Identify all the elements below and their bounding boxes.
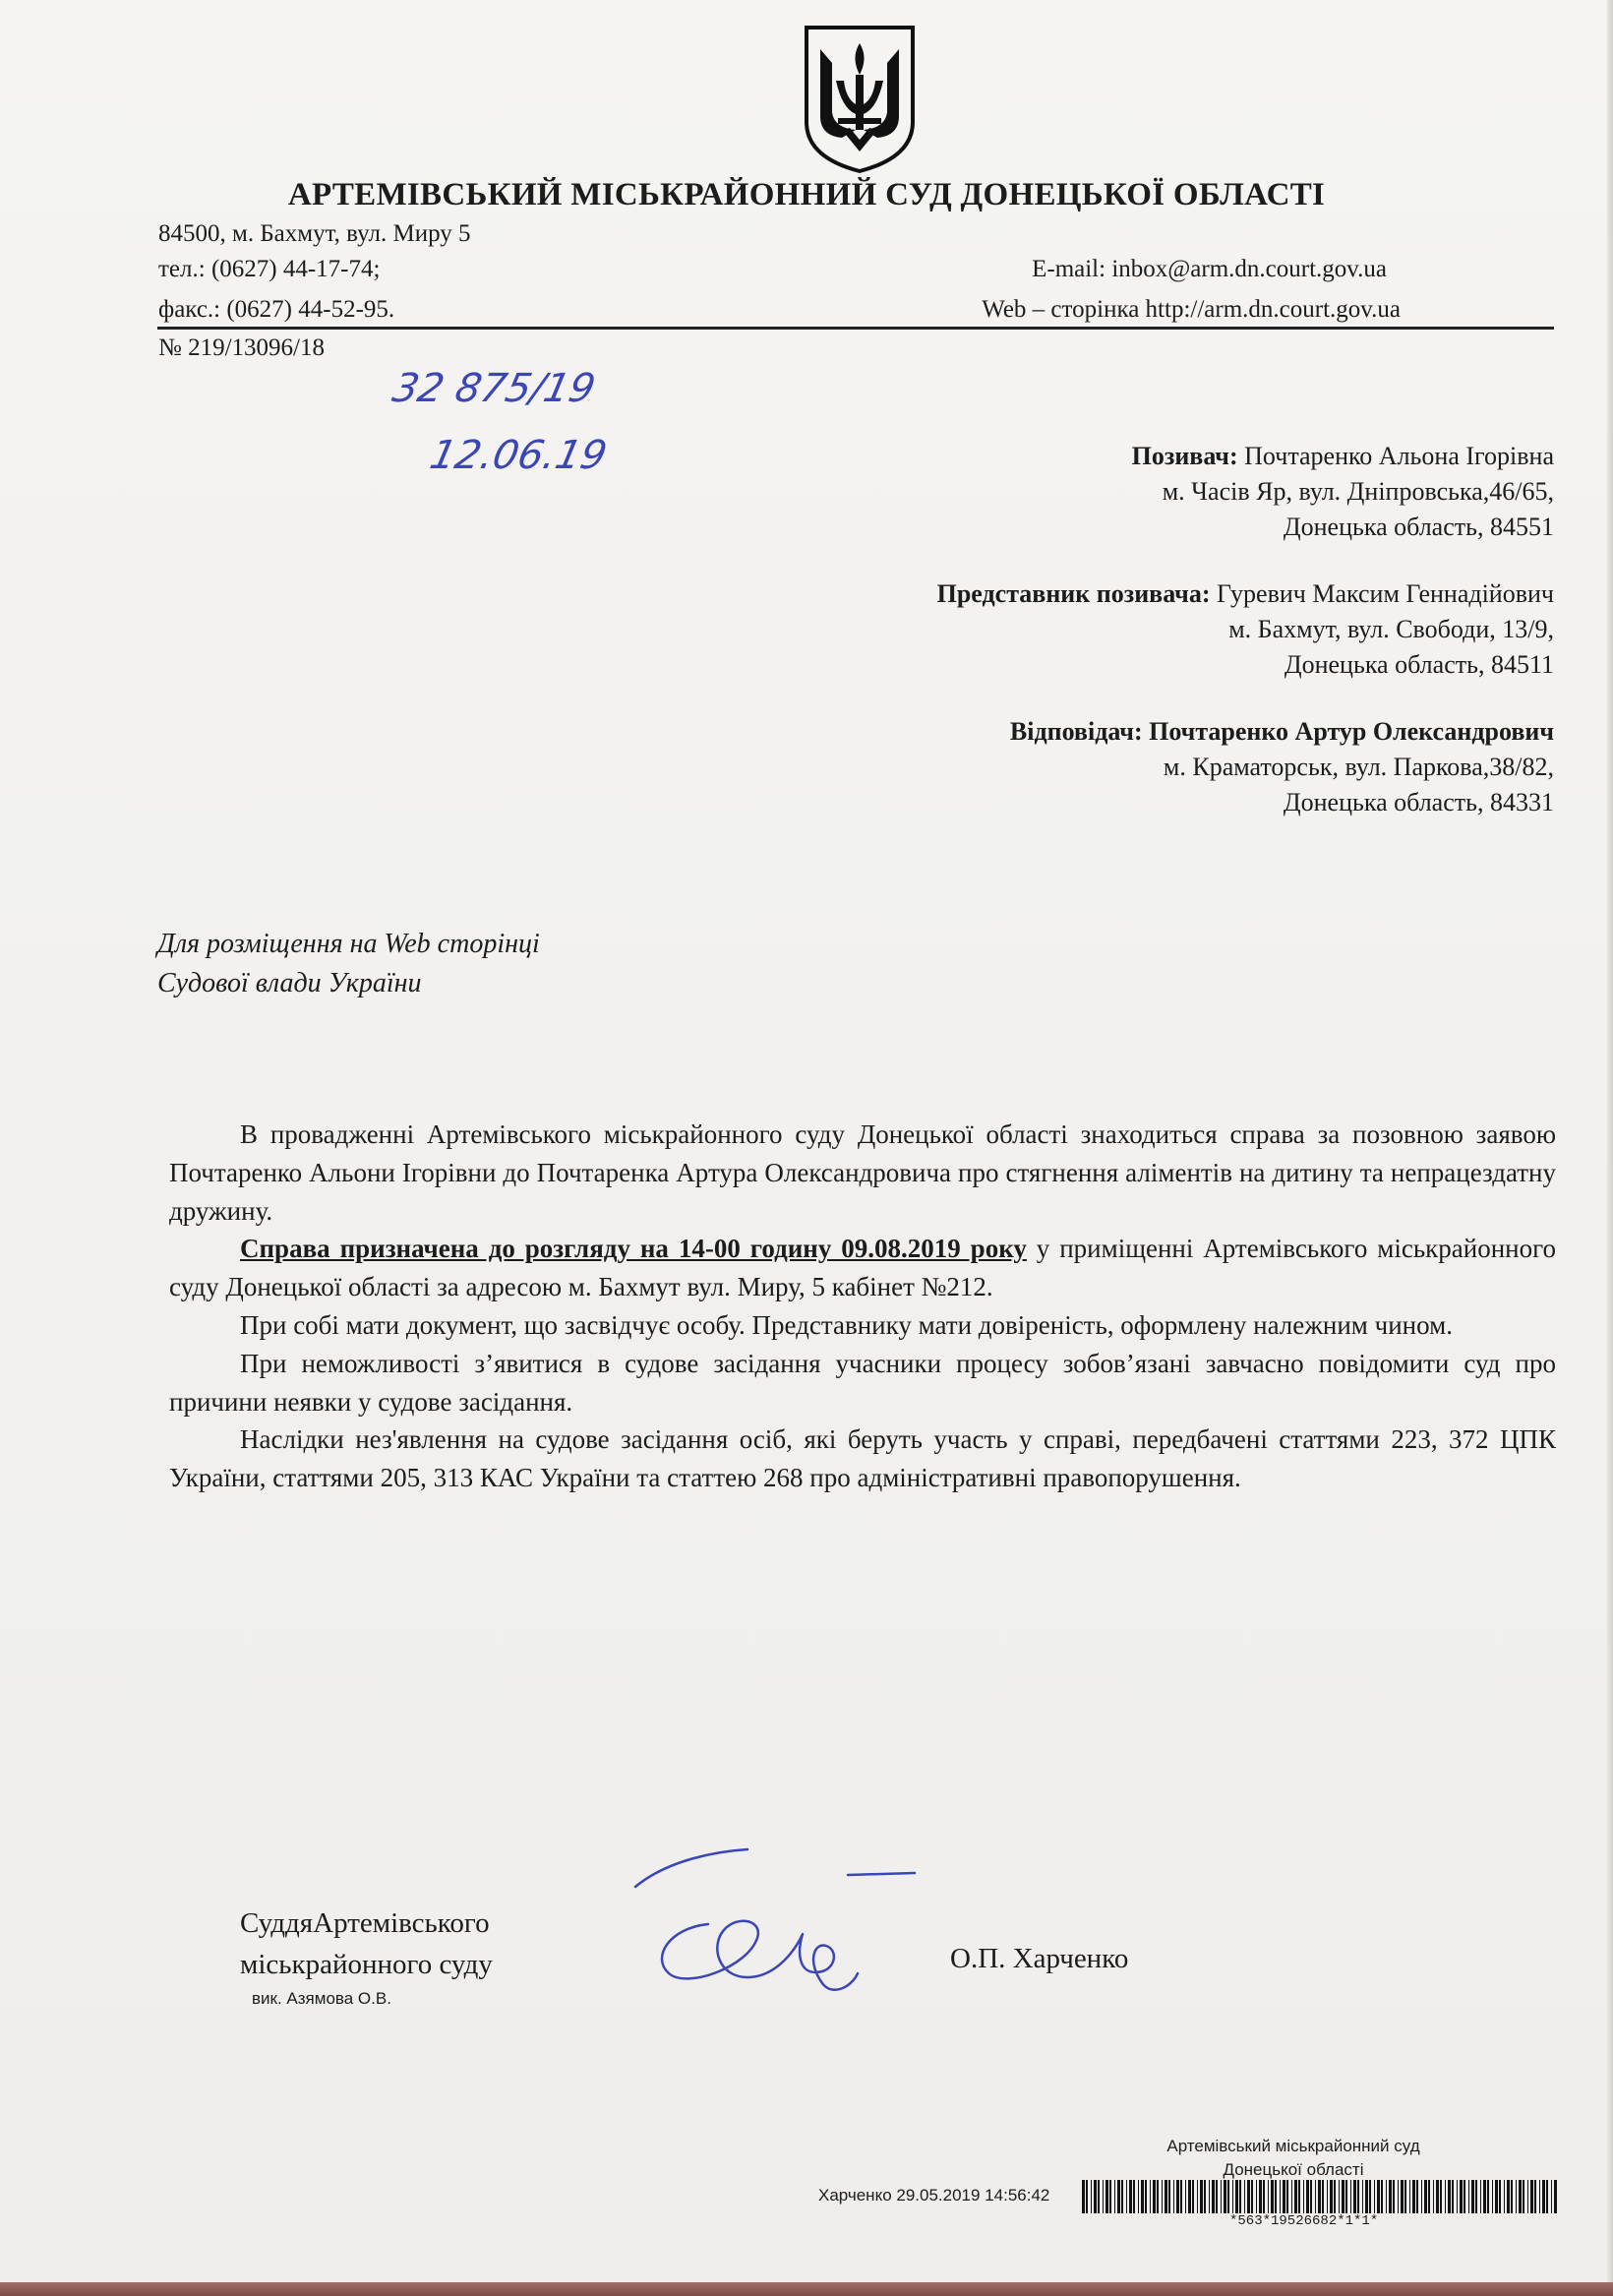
barcode-bar <box>1232 2180 1233 2213</box>
barcode-bar <box>1452 2180 1454 2213</box>
barcode-bar <box>1350 2180 1351 2213</box>
paper-edge-bottom <box>0 2282 1613 2296</box>
representative-label: Представник позивача: <box>936 579 1211 608</box>
barcode-bar <box>1280 2180 1281 2213</box>
barcode-bar <box>1507 2180 1510 2213</box>
executor-note: вик. Азямова О.В. <box>252 1989 391 2008</box>
barcode-bar <box>1334 2180 1336 2213</box>
barcode-bar <box>1185 2180 1186 2213</box>
barcode-bar <box>1460 2180 1463 2213</box>
barcode-bar <box>1086 2180 1088 2213</box>
handwritten-signature-icon <box>629 1840 944 2007</box>
barcode-bar <box>1188 2180 1191 2213</box>
stamp-court-line2: Донецької області <box>1223 2160 1364 2179</box>
barcode-bar <box>1468 2180 1469 2213</box>
hearing-location: у приміщенні Артемівського міськрайонного суду Донецької області за адресою м. Бахмут вул. Миру, 5 кабінет №212. <box>169 1234 1556 1302</box>
barcode-bar <box>1433 2180 1434 2213</box>
barcode-bar <box>1165 2180 1167 2213</box>
barcode-bar <box>1283 2180 1285 2213</box>
barcode-bar <box>1393 2180 1395 2213</box>
barcode-bar <box>1091 2180 1092 2213</box>
barcode-bar <box>1401 2180 1404 2213</box>
barcode-bar <box>1153 2180 1156 2213</box>
barcode-bar <box>1342 2180 1344 2213</box>
barcode-bar <box>1398 2180 1399 2213</box>
barcode-bar <box>1176 2180 1179 2213</box>
barcode-bar <box>1322 2180 1324 2213</box>
barcode-bar <box>1495 2180 1498 2213</box>
barcode-bar <box>1504 2180 1505 2213</box>
barcode-bar <box>1209 2180 1210 2213</box>
header-divider <box>157 327 1554 330</box>
barcode-bar <box>1173 2180 1174 2213</box>
notice-body <box>169 1116 1556 1497</box>
barcode-bar <box>1259 2180 1262 2213</box>
court-email: E-mail: inbox@arm.dn.court.gov.ua <box>1032 256 1387 282</box>
paper-edge-right <box>1607 0 1613 2282</box>
barcode-bar <box>1519 2180 1522 2213</box>
hearing-date-emphasis: Справа призначена до розгляду на 14-00 годину 09.08.2019 року <box>240 1234 1027 1264</box>
barcode-bar <box>1244 2180 1245 2213</box>
barcode-bar <box>1440 2180 1442 2213</box>
representative-block <box>937 576 1554 683</box>
barcode-bar <box>1291 2180 1292 2213</box>
barcode-bar <box>1306 2180 1309 2213</box>
barcode-bar <box>1527 2180 1528 2213</box>
barcode-bar <box>1200 2180 1203 2213</box>
barcode-bar <box>1216 2180 1218 2213</box>
barcode-bar <box>1318 2180 1321 2213</box>
barcode-bar <box>1369 2180 1371 2213</box>
defendant-name: Почтаренко Артур Олександрович <box>1149 717 1554 746</box>
barcode-bar <box>1457 2180 1458 2213</box>
representative-address-line2: Донецька область, 84511 <box>1284 650 1554 679</box>
barcode-bar <box>1103 2180 1104 2213</box>
barcode-bar <box>1275 2180 1277 2213</box>
barcode-bar <box>1268 2180 1269 2213</box>
barcode-bar <box>1534 2180 1536 2213</box>
barcode-bar <box>1487 2180 1489 2213</box>
barcode-bar <box>1480 2180 1481 2213</box>
representative-address-line1: м. Бахмут, вул. Свободи, 13/9, <box>1228 615 1554 643</box>
court-fax: факс.: (0627) 44-52-95. <box>158 296 395 323</box>
barcode-bar <box>1471 2180 1474 2213</box>
barcode-bar <box>1109 2180 1111 2213</box>
barcode-bar <box>1168 2180 1170 2213</box>
defendant-label: Відповідач: <box>1009 717 1143 746</box>
barcode-bar <box>1546 2180 1548 2213</box>
barcode-bar <box>1239 2180 1241 2213</box>
judge-position-line1: СуддяАртемівського <box>240 1907 490 1939</box>
barcode-bar <box>1126 2180 1127 2213</box>
barcode-bar <box>1150 2180 1151 2213</box>
representative-name: Гуревич Максим Геннадійович <box>1217 579 1554 608</box>
barcode-bar <box>1251 2180 1253 2213</box>
barcode-bar <box>1286 2180 1288 2213</box>
court-phone: тел.: (0627) 44-17-74; <box>158 256 381 282</box>
barcode-bar <box>1310 2180 1312 2213</box>
barcode-bar <box>1227 2180 1229 2213</box>
web-publication-note <box>157 925 540 1003</box>
barcode-bar <box>1105 2180 1108 2213</box>
barcode-bar <box>1117 2180 1120 2213</box>
barcode-bar <box>1448 2180 1451 2213</box>
barcode-bar <box>1551 2180 1552 2213</box>
barcode-bar <box>1357 2180 1359 2213</box>
barcode-bar <box>1542 2180 1545 2213</box>
barcode-bar <box>1530 2180 1533 2213</box>
barcode-bar <box>1362 2180 1363 2213</box>
barcode-bar <box>1098 2180 1100 2213</box>
plaintiff-address-line1: м. Часів Яр, вул. Дніпровська,46/65, <box>1162 477 1554 506</box>
barcode-bar <box>1464 2180 1465 2213</box>
registration-stamp-meta: Харченко 29.05.2019 14:56:42 <box>818 2186 1050 2205</box>
barcode-number: *563*19526682*1*1* <box>1229 2213 1379 2229</box>
trident-emblem-icon <box>799 20 921 175</box>
barcode-bar <box>1483 2180 1486 2213</box>
barcode-bar <box>1204 2180 1206 2213</box>
barcode-bar <box>1445 2180 1446 2213</box>
barcode-bar <box>1381 2180 1383 2213</box>
barcode-bar <box>1386 2180 1387 2213</box>
barcode-bar <box>1157 2180 1159 2213</box>
barcode-bar <box>1294 2180 1297 2213</box>
barcode-bar <box>1327 2180 1328 2213</box>
defendant-address-line2: Донецька область, 84331 <box>1283 788 1554 816</box>
body-paragraph-consequences: Наслідки нез'явлення на судове засідання осіб, які беруть участь у справі, передбачені статтями 223, 372 ЦПК України, статтями 205, 313 КАС України та статтею 268 про адміністративні правопорушення. <box>169 1424 1556 1493</box>
judge-name: О.П. Харченко <box>950 1943 1129 1974</box>
barcode-bar <box>1389 2180 1392 2213</box>
barcode-bar <box>1263 2180 1265 2213</box>
body-paragraph-hearing <box>169 1230 1556 1306</box>
plaintiff-block <box>1132 439 1554 545</box>
court-name: АРТЕМІВСЬКИЙ МІСЬКРАЙОННИЙ СУД ДОНЕЦЬКОЇ ОБЛАСТІ <box>287 177 1326 212</box>
barcode-bar <box>1412 2180 1415 2213</box>
barcode-bar <box>1271 2180 1274 2213</box>
barcode-bar <box>1145 2180 1147 2213</box>
court-website: Web – сторінка http://arm.dn.court.gov.ua <box>982 296 1401 323</box>
barcode-bar <box>1082 2180 1085 2213</box>
barcode-bar <box>1221 2180 1222 2213</box>
barcode-bar <box>1138 2180 1139 2213</box>
handwritten-registration-number: 32 875/19 <box>388 366 600 411</box>
barcode-bar <box>1421 2180 1422 2213</box>
barcode-bar <box>1162 2180 1163 2213</box>
barcode-bar <box>1554 2180 1557 2213</box>
barcode-bar <box>1345 2180 1347 2213</box>
plaintiff-address-line2: Донецька область, 84551 <box>1283 513 1554 541</box>
barcode-bar <box>1409 2180 1410 2213</box>
barcode-bar <box>1539 2180 1540 2213</box>
barcode-bar <box>1303 2180 1304 2213</box>
barcode-bar <box>1523 2180 1524 2213</box>
barcode-bar <box>1141 2180 1144 2213</box>
barcode-bar <box>1374 2180 1375 2213</box>
barcode-bar <box>1180 2180 1182 2213</box>
barcode-bar <box>1492 2180 1493 2213</box>
barcode-bar <box>1377 2180 1380 2213</box>
barcode-bar <box>1212 2180 1215 2213</box>
barcode-bar <box>1424 2180 1427 2213</box>
barcode-bar <box>1121 2180 1123 2213</box>
barcode-bar <box>1516 2180 1517 2213</box>
barcode-bar <box>1339 2180 1340 2213</box>
barcode-bar <box>1133 2180 1135 2213</box>
defendant-address-line1: м. Краматорськ, вул. Паркова,38/82, <box>1163 753 1554 781</box>
barcode-bar <box>1416 2180 1418 2213</box>
barcode-bar <box>1475 2180 1477 2213</box>
barcode-bar <box>1235 2180 1238 2213</box>
barcode-bar <box>1436 2180 1439 2213</box>
body-paragraph-documents: При собі мати документ, що засвідчує особу. Представнику мати довіреність, оформлену належним чином. <box>240 1309 1453 1340</box>
web-note-line1: Для розміщення на Web сторінці <box>157 929 540 959</box>
barcode-bar <box>1298 2180 1300 2213</box>
barcode-bar <box>1197 2180 1198 2213</box>
registration-stamp-court <box>1131 2135 1456 2182</box>
barcode-bar <box>1353 2180 1356 2213</box>
body-paragraph-case: В провадженні Артемівського міськрайонного суду Донецької області знаходиться справа за позовною заявою Почтаренко Альони Ігорівни до Почтаренка Артура Олександровича про стягнення аліментів на дитину та непрацездатну дружину. <box>169 1119 1556 1226</box>
case-reference-number: № 219/13096/18 <box>158 334 325 361</box>
barcode-bar <box>1094 2180 1097 2213</box>
barcode-bar <box>1365 2180 1368 2213</box>
web-note-line2: Судової влади України <box>157 968 422 998</box>
barcode-icon <box>1080 2180 1562 2213</box>
defendant-block <box>1010 714 1554 820</box>
judge-position-line2: міськрайонного суду <box>240 1949 493 1980</box>
barcode-bar <box>1330 2180 1333 2213</box>
handwritten-registration-date: 12.06.19 <box>426 433 612 478</box>
plaintiff-name: Почтаренко Альона Ігорівна <box>1244 442 1554 470</box>
body-paragraph-absence: При неможливості з’явитися в судове засідання учасники процесу зобов’язані завчасно повідомити суд про причини неявки у судове засідання. <box>169 1348 1556 1417</box>
barcode-bar <box>1224 2180 1226 2213</box>
barcode-bar <box>1428 2180 1430 2213</box>
barcode-bar <box>1499 2180 1501 2213</box>
barcode-bar <box>1256 2180 1257 2213</box>
barcode-bar <box>1404 2180 1406 2213</box>
barcode-bar <box>1315 2180 1316 2213</box>
plaintiff-label: Позивач: <box>1131 442 1238 470</box>
barcode-bar <box>1129 2180 1132 2213</box>
barcode-bar <box>1114 2180 1115 2213</box>
barcode-bar <box>1511 2180 1513 2213</box>
stamp-court-line1: Артемівський міськрайонний суд <box>1166 2137 1420 2155</box>
barcode-bar <box>1247 2180 1250 2213</box>
barcode-bar <box>1192 2180 1194 2213</box>
judge-position <box>240 1903 493 1985</box>
court-address: 84500, м. Бахмут, вул. Миру 5 <box>158 220 471 247</box>
